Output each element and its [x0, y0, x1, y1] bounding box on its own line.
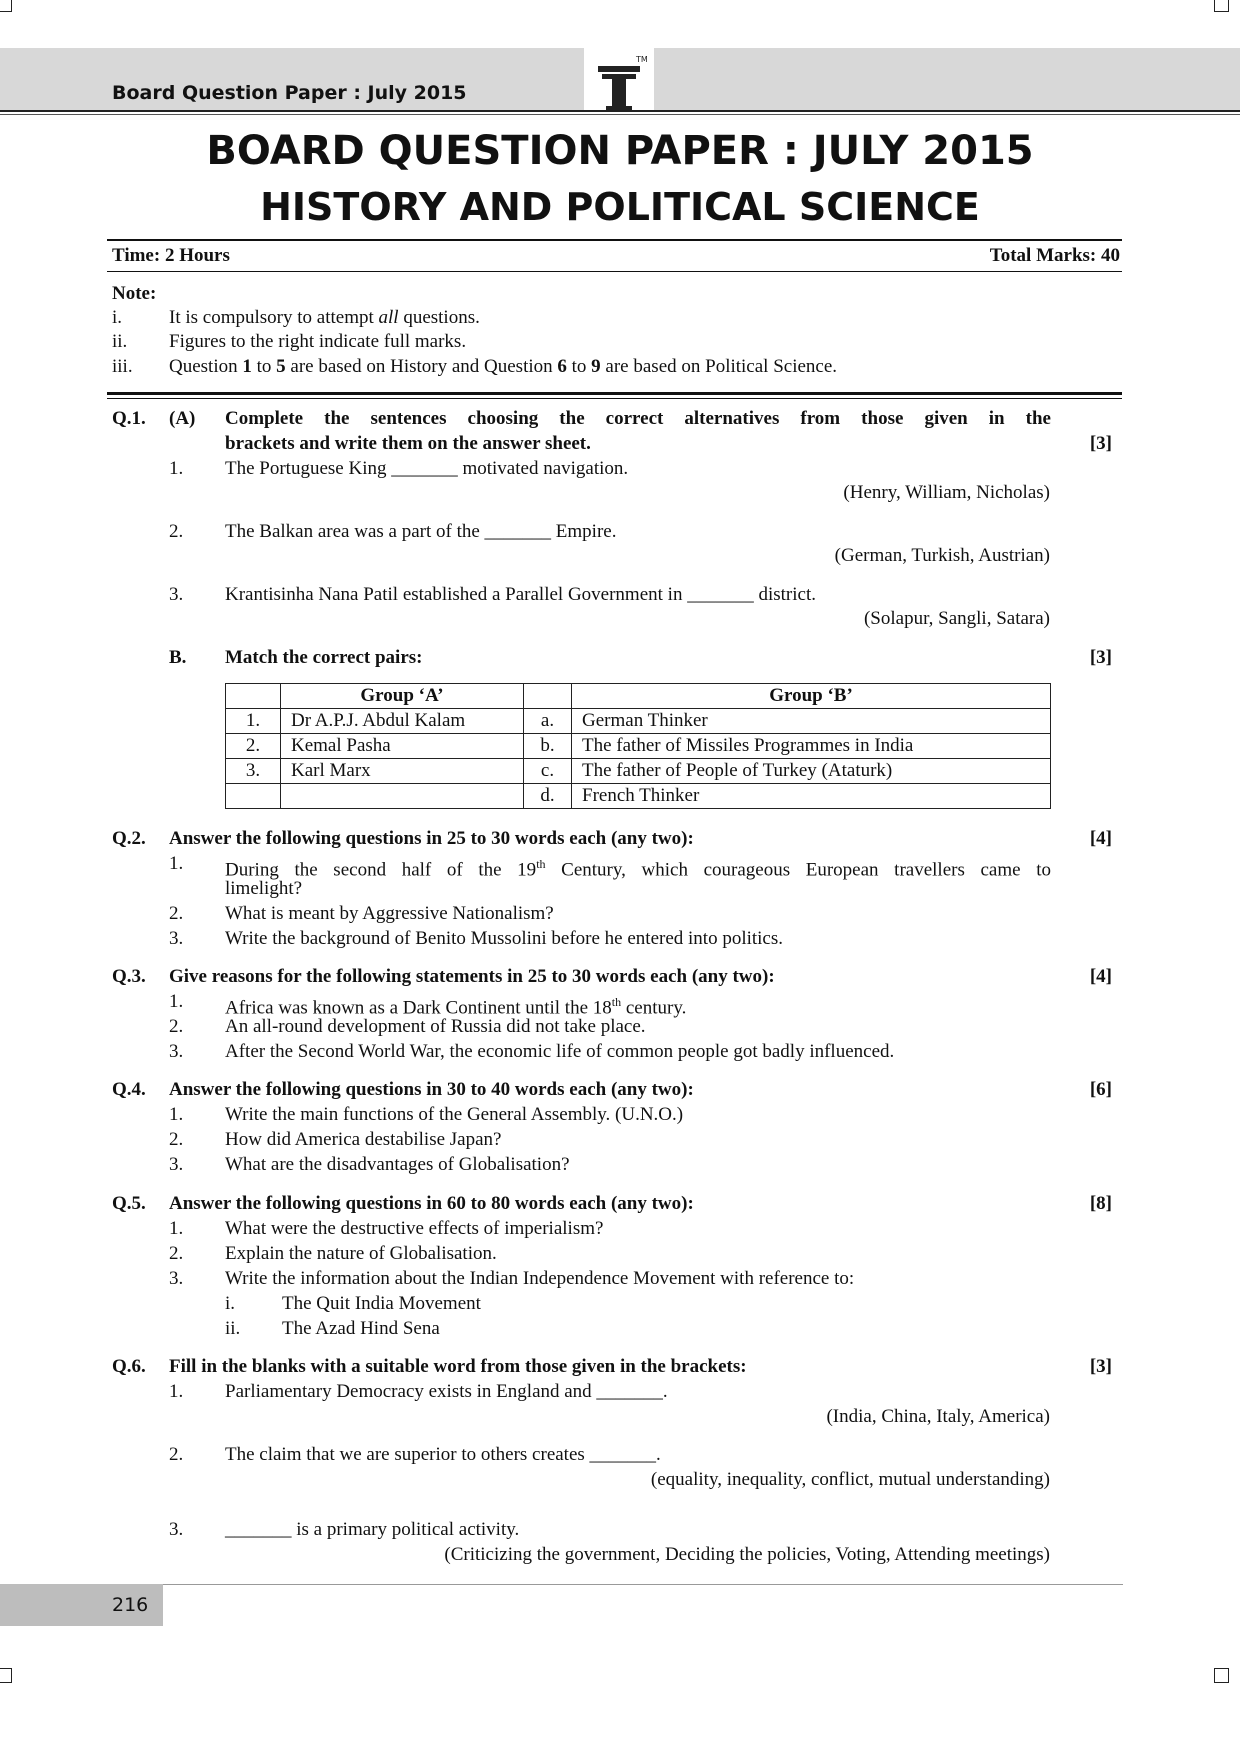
- question-item: Africa was known as a Dark Continent until the 18th century.: [225, 995, 687, 1019]
- item-num: 1.: [169, 991, 184, 1012]
- time-allowed: Time: 2 Hours: [112, 245, 230, 266]
- item-num: 3.: [169, 1041, 184, 1062]
- page-number: 216: [112, 1594, 149, 1616]
- answer-options: (equality, inequality, conflict, mutual understanding): [650, 1469, 1050, 1490]
- crop-mark: [1214, 1668, 1229, 1683]
- row-num: 2.: [226, 734, 281, 759]
- group-b-cell: German Thinker: [572, 709, 1051, 734]
- item-num: 2.: [169, 1129, 184, 1150]
- question-item: Explain the nature of Globalisation.: [225, 1243, 497, 1264]
- question-item: An all-round development of Russia did not take place.: [225, 1016, 646, 1037]
- question-instruction: Answer the following questions in 25 to 30 words each (any two):: [169, 828, 694, 849]
- row-letter: b.: [524, 734, 572, 759]
- item-num: 3.: [169, 1154, 184, 1175]
- item-num: 1.: [169, 1218, 184, 1239]
- item-num: 3.: [169, 1268, 184, 1289]
- group-a-cell: [281, 784, 524, 809]
- item-num: 2.: [169, 521, 184, 542]
- answer-options: (Solapur, Sangli, Satara): [863, 608, 1050, 629]
- question-item: During the second half of the 19th Century, which courageous European travellers came to: [225, 857, 1051, 881]
- divider: [107, 398, 1122, 399]
- group-b-cell: The father of People of Turkey (Ataturk): [572, 759, 1051, 784]
- group-a-header: Group ‘A’: [281, 684, 524, 709]
- marks-badge: [4]: [1089, 828, 1112, 849]
- question-item: What is meant by Aggressive Nationalism?: [225, 903, 554, 924]
- total-marks: Total Marks: 40: [989, 245, 1120, 266]
- question-item: The Balkan area was a part of the _______ Empire.: [225, 521, 617, 542]
- subject-title: HISTORY AND POLITICAL SCIENCE: [260, 185, 980, 229]
- item-num: 2.: [169, 1444, 184, 1465]
- marks-badge: [3]: [1089, 647, 1112, 668]
- question-label: Q.2.: [112, 828, 146, 849]
- group-b-cell: French Thinker: [572, 784, 1051, 809]
- question-instruction: Answer the following questions in 30 to 40 words each (any two):: [169, 1079, 694, 1100]
- question-item: After the Second World War, the economic life of common people got badly influenced.: [225, 1041, 895, 1062]
- note-num: iii.: [112, 356, 133, 377]
- table-row: [226, 709, 1051, 734]
- note-num: ii.: [112, 331, 128, 352]
- question-item: _______ is a primary political activity.: [225, 1519, 520, 1540]
- question-item: What were the destructive effects of imperialism?: [225, 1218, 604, 1239]
- group-b-cell: The father of Missiles Programmes in India: [572, 734, 1051, 759]
- note-item: Figures to the right indicate full marks.: [169, 331, 467, 352]
- question-item: Write the information about the Indian Independence Movement with reference to:: [225, 1268, 855, 1289]
- question-label: Q.6.: [112, 1356, 146, 1377]
- question-instruction: Fill in the blanks with a suitable word from those given in the brackets:: [169, 1356, 747, 1377]
- row-letter: c.: [524, 759, 572, 784]
- sub-item: The Azad Hind Sena: [282, 1318, 440, 1339]
- note-num: i.: [112, 307, 123, 328]
- question-label: Q.3.: [112, 966, 146, 987]
- item-num: 3.: [169, 584, 184, 605]
- question-item: Write the background of Benito Mussolini before he entered into politics.: [225, 928, 784, 949]
- table-header-row: [226, 684, 1051, 709]
- question-item-continued: limelight?: [225, 878, 303, 899]
- question-instruction: Answer the following questions in 60 to 80 words each (any two):: [169, 1193, 694, 1214]
- item-num: 1.: [169, 853, 184, 874]
- logo-tm: TM: [636, 55, 648, 64]
- crop-mark: [0, 1668, 12, 1683]
- row-num: 1.: [226, 709, 281, 734]
- row-num: [226, 784, 281, 809]
- item-num: 2.: [169, 903, 184, 924]
- question-item: The Portuguese King _______ motivated navigation.: [225, 458, 629, 479]
- answer-options: (India, China, Italy, America): [826, 1406, 1050, 1427]
- publisher-logo: [584, 48, 654, 112]
- question-item: The claim that we are superior to others creates _______.: [225, 1444, 661, 1465]
- group-a-cell: Dr A.P.J. Abdul Kalam: [281, 709, 524, 734]
- marks-badge: [8]: [1089, 1193, 1112, 1214]
- question-instruction: Match the correct pairs:: [225, 647, 423, 668]
- question-instruction: Give reasons for the following statements in 25 to 30 words each (any two):: [169, 966, 775, 987]
- marks-badge: [6]: [1089, 1079, 1112, 1100]
- note-item: It is compulsory to attempt all questions.: [169, 307, 480, 328]
- question-item: Write the main functions of the General Assembly. (U.N.O.): [225, 1104, 684, 1125]
- table-row: [226, 734, 1051, 759]
- question-instruction: brackets and write them on the answer sheet.: [225, 433, 591, 454]
- item-num: 1.: [169, 1381, 184, 1402]
- group-b-header: Group ‘B’: [572, 684, 1051, 709]
- answer-options: (German, Turkish, Austrian): [834, 545, 1050, 566]
- row-letter: d.: [524, 784, 572, 809]
- answer-options: (Henry, William, Nicholas): [843, 482, 1050, 503]
- marks-badge: [4]: [1089, 966, 1112, 987]
- row-num: 3.: [226, 759, 281, 784]
- sub-item-num: i.: [225, 1293, 236, 1314]
- crop-mark: [1214, 0, 1229, 12]
- divider: [107, 392, 1122, 395]
- divider: [107, 271, 1122, 272]
- question-label: Q.5.: [112, 1193, 146, 1214]
- group-a-cell: Karl Marx: [281, 759, 524, 784]
- match-pairs-table: [225, 683, 1051, 809]
- crop-mark: [0, 0, 12, 12]
- question-item: Krantisinha Nana Patil established a Parallel Government in _______ district.: [225, 584, 816, 605]
- publisher-logo-icon: [584, 48, 654, 112]
- item-num: 1.: [169, 1104, 184, 1125]
- item-num: 2.: [169, 1243, 184, 1264]
- question-label: Q.4.: [112, 1079, 146, 1100]
- item-num: 1.: [169, 458, 184, 479]
- sub-item: The Quit India Movement: [282, 1293, 481, 1314]
- footer-rule: [163, 1584, 1123, 1585]
- note-label: Note:: [112, 283, 157, 304]
- table-row: [226, 759, 1051, 784]
- group-a-cell: Kemal Pasha: [281, 734, 524, 759]
- note-item: Question 1 to 5 are based on History and Question 6 to 9 are based on Political Science.: [169, 356, 838, 377]
- item-num: 3.: [169, 1519, 184, 1540]
- header-rule: [0, 114, 1240, 115]
- header-rule: [0, 110, 1240, 112]
- sub-item-num: ii.: [225, 1318, 241, 1339]
- marks-badge: [3]: [1089, 1356, 1112, 1377]
- paper-title: BOARD QUESTION PAPER : JULY 2015: [206, 128, 1034, 174]
- question-item: What are the disadvantages of Globalisation?: [225, 1154, 570, 1175]
- item-num: 2.: [169, 1016, 184, 1037]
- marks-badge: [3]: [1089, 433, 1112, 454]
- divider: [107, 239, 1122, 241]
- part-label: (A): [169, 408, 196, 429]
- answer-options: (Criticizing the government, Deciding the policies, Voting, Attending meetings): [444, 1544, 1050, 1565]
- question-label: Q.1.: [112, 408, 146, 429]
- running-title: Board Question Paper : July 2015: [112, 82, 467, 104]
- row-letter: a.: [524, 709, 572, 734]
- question-item: Parliamentary Democracy exists in England and _______.: [225, 1381, 668, 1402]
- question-instruction: Complete the sentences choosing the correct alternatives from those given in the: [225, 408, 1051, 429]
- table-row: [226, 784, 1051, 809]
- part-label: B.: [169, 647, 187, 668]
- question-item: How did America destabilise Japan?: [225, 1129, 502, 1150]
- item-num: 3.: [169, 928, 184, 949]
